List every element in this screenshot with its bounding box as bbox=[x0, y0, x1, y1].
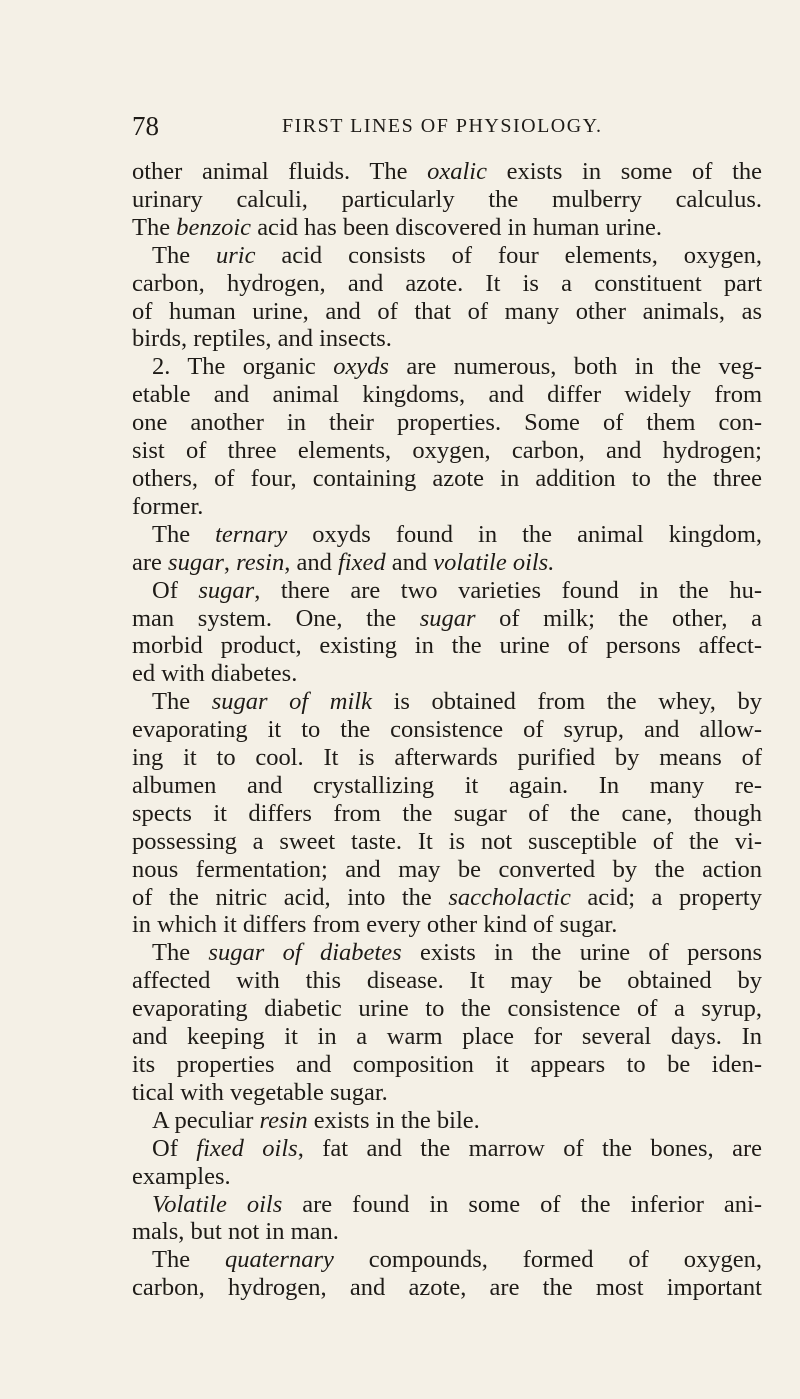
text-line: sist of three elements, oxygen, carbon, and hydrogen; bbox=[132, 437, 762, 465]
text-line: others, of four, containing azote in addition to the three bbox=[132, 464, 762, 492]
text-line: albumen and crystallizing it again. In many re- bbox=[132, 771, 762, 799]
text-line: The ternary oxyds found in the animal kingdom, bbox=[152, 520, 762, 548]
text-line: affected with this disease. It may be obtained by bbox=[132, 967, 762, 995]
text-line: The uric acid consists of four elements, oxygen, bbox=[152, 241, 762, 269]
text-line: ed with diabetes. bbox=[132, 660, 298, 688]
text-line: its properties and composition it appears to be iden- bbox=[132, 1051, 762, 1078]
text-line: of the nitric acid, into the saccholactic acid; a property bbox=[132, 883, 762, 911]
text-line: nous fermentation; and may be converted by the action bbox=[132, 855, 762, 883]
text-line: evaporating it to the consistence of syrup, and allow- bbox=[132, 716, 762, 744]
text-line: man system. One, the sugar of milk; the other, a bbox=[132, 604, 762, 632]
text-line: morbid product, existing in the urine of persons affect- bbox=[132, 632, 762, 660]
text-line: Volatile oils are found in some of the inferior ani- bbox=[152, 1190, 763, 1218]
text-line: birds, reptiles, and insects. bbox=[132, 325, 392, 353]
text-line: are sugar, resin, and fixed and volatile oils. bbox=[132, 548, 555, 576]
page-number: 78 bbox=[132, 111, 159, 141]
running-title: FIRST LINES OF PHYSIOLOGY. bbox=[282, 115, 603, 137]
text-line: 2. The organic oxyds are numerous, both in the veg- bbox=[152, 353, 762, 381]
text-line: etable and animal kingdoms, and differ widely from bbox=[132, 381, 762, 409]
text-line: The sugar of diabetes exists in the urine of persons bbox=[152, 939, 762, 967]
text-line: tical with vegetable sugar. bbox=[132, 1078, 388, 1106]
text-line: mals, but not in man. bbox=[132, 1218, 339, 1246]
text-line: The quaternary compounds, formed of oxygen, bbox=[152, 1246, 762, 1274]
text-line: examples. bbox=[132, 1162, 231, 1190]
body-text bbox=[132, 158, 762, 1302]
text-line: one another in their properties. Some of them con- bbox=[132, 409, 762, 437]
text-line: possessing a sweet taste. It is not susceptible of the vi- bbox=[132, 827, 762, 855]
page-header bbox=[132, 106, 632, 146]
text-line: of human urine, and of that of many other animals, as bbox=[132, 297, 762, 325]
text-line: carbon, hydrogen, and azote, are the most important bbox=[132, 1274, 762, 1302]
text-line: Of sugar, there are two varieties found in the hu- bbox=[152, 576, 762, 604]
text-line: A peculiar resin exists in the bile. bbox=[152, 1106, 480, 1134]
text-line: and keeping it in a warm place for several days. In bbox=[132, 1023, 762, 1051]
text-line: evaporating diabetic urine to the consistence of a syrup, bbox=[132, 995, 762, 1023]
text-line: former. bbox=[132, 492, 204, 520]
text-line: ing it to cool. It is afterwards purified by means of bbox=[132, 744, 762, 772]
text-line: in which it differs from every other kind of sugar. bbox=[132, 911, 618, 939]
text-line: carbon, hydrogen, and azote. It is a constituent part bbox=[132, 269, 762, 297]
text-line: The benzoic acid has been discovered in human urine. bbox=[132, 213, 662, 241]
text-line: The sugar of milk is obtained from the whey, by bbox=[152, 688, 762, 716]
text-line: other animal fluids. The oxalic exists in some of the bbox=[132, 158, 763, 185]
text-line: spects it differs from the sugar of the cane, though bbox=[132, 799, 762, 827]
text-line: Of fixed oils, fat and the marrow of the bones, are bbox=[152, 1134, 762, 1162]
text-line: urinary calculi, particularly the mulberry calculus. bbox=[132, 185, 762, 213]
